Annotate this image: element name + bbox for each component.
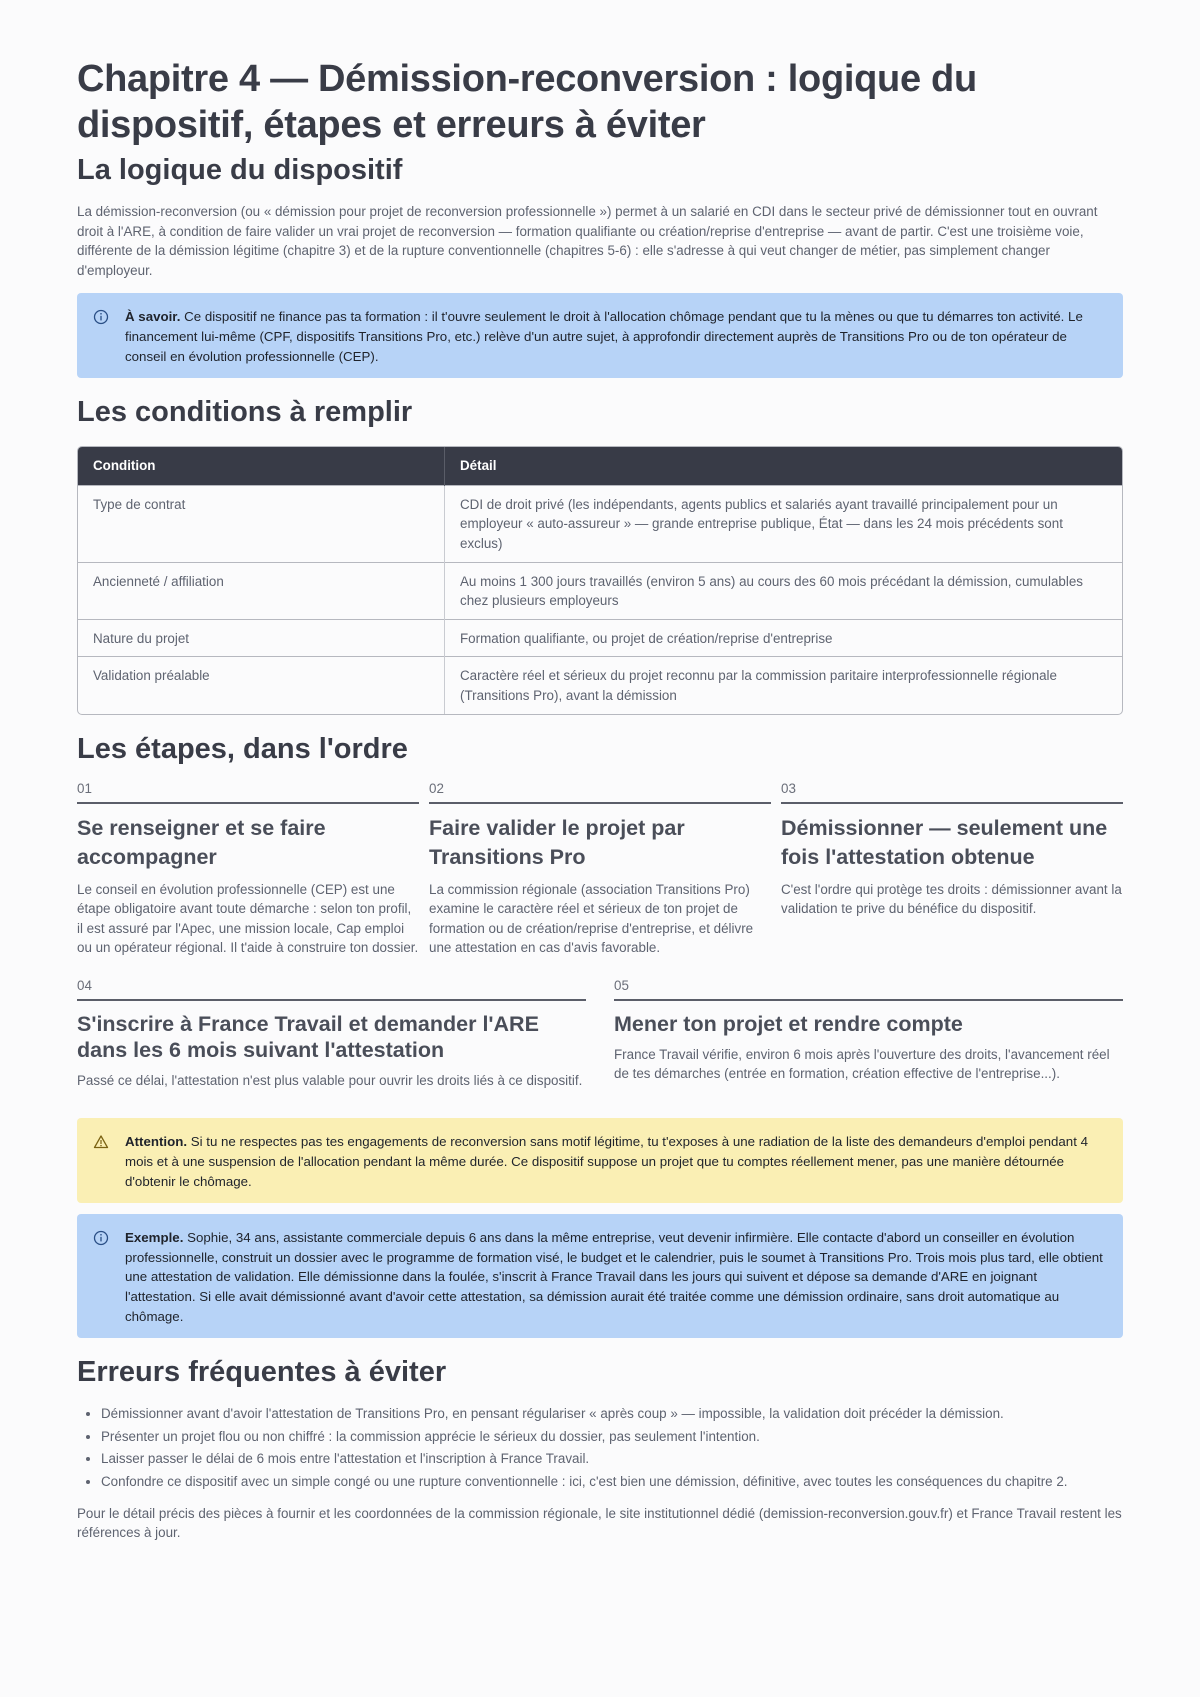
errors-list bbox=[77, 1404, 1123, 1491]
step-1 bbox=[77, 781, 419, 958]
warning-triangle-icon bbox=[93, 1132, 125, 1191]
table-cell-detail: CDI de droit privé (les indépendants, agents publics et salariés ayant travaillé principalement pour un employeur « auto-assureur » — grande entreprise publique, État — dans les 24 mois précédents sont exclus) bbox=[445, 485, 1123, 562]
step-number: 03 bbox=[781, 781, 1123, 804]
callout-warning-label: Attention. bbox=[125, 1134, 188, 1150]
steps-row-2 bbox=[77, 978, 1123, 1091]
step-3 bbox=[781, 781, 1123, 958]
list-item: • Confondre ce dispositif avec un simple congé ou une rupture conventionnelle : ici, c'est bien une démission, définitive, avec toutes les conséquences du chapitre 2. bbox=[101, 1472, 1123, 1492]
step-text: France Travail vérifie, environ 6 mois après l'ouverture des droits, l'avancement réel de tes démarches (entrée en formation, création effective de l'entreprise...). bbox=[614, 1046, 1110, 1082]
section-heading-steps: Les étapes, dans l'ordre bbox=[77, 732, 408, 765]
table-cell-detail: Au moins 1 300 jours travaillés (environ 5 ans) au cours des 60 mois précédant la démission, cumulables chez plusieurs employeurs bbox=[445, 562, 1123, 619]
table-header-detail: Détail bbox=[445, 447, 1123, 485]
info-circle-icon bbox=[93, 1228, 125, 1326]
step-title: Mener ton projet et rendre compte bbox=[614, 1011, 963, 1036]
step-title: Démissionner — seulement une fois l'attestation obtenue bbox=[781, 815, 1108, 869]
step-number: 02 bbox=[429, 781, 771, 804]
table-header-row bbox=[78, 447, 1122, 485]
list-item: • Laisser passer le délai de 6 mois entre l'attestation et l'inscription à France Travail. bbox=[101, 1449, 1123, 1469]
step-title: S'inscrire à France Travail et demander l'ARE dans les 6 mois suivant l'attestation bbox=[77, 1011, 539, 1062]
step-title: Se renseigner et se faire accompagner bbox=[77, 815, 326, 869]
step-text: Le conseil en évolution professionnelle (CEP) est une étape obligatoire avant toute démarche : selon ton profil, il est assuré par l'Apec, une mission locale, Cap emploi ou un opérateur régional. Il t'aide à construire ton dossier. bbox=[77, 881, 419, 956]
step-4 bbox=[77, 978, 586, 1091]
info-circle-icon bbox=[93, 307, 125, 366]
step-text: Passé ce délai, l'attestation n'est plus valable pour ouvrir les droits liés à ce dispositif. bbox=[77, 1072, 583, 1088]
table-row bbox=[78, 485, 1122, 562]
callout-know-text: À savoir. Ce dispositif ne finance pas ta formation : il t'ouvre seulement le droit à l'allocation chômage pendant que tu la mènes ou que tu démarres ton activité. Le financement lui-même (CPF, dispositifs Transitions Pro, etc.) relève d'un autre sujet, à approfondir directement auprès de Transitions Pro ou de ton opérateur de conseil en évolution professionnelle (CEP). bbox=[125, 309, 1083, 364]
section-heading-conditions: Les conditions à remplir bbox=[77, 396, 413, 429]
step-2 bbox=[429, 781, 771, 958]
table-cell-condition: Validation préalable bbox=[78, 657, 445, 714]
callout-know bbox=[77, 293, 1123, 378]
callout-example-text: Exemple. Sophie, 34 ans, assistante commerciale depuis 6 ans dans la même entreprise, veut devenir infirmière. Elle contacte d'abord un conseiller en évolution professionnelle, construit un dossier avec le programme de formation visé, le budget et le calendrier, puis le soumet à Transitions Pro. Trois mois plus tard, elle obtient une attestation de validation. Elle démissionne dans la foulée, s'inscrit à France Travail dans les jours qui suivent et dépose sa demande d'ARE en joignant l'attestation. Si elle avait démissionné avant d'avoir cette attestation, sa démission aurait été traitée comme une démission ordinaire, sans droit automatique au chômage. bbox=[125, 1230, 1103, 1324]
table-header-condition: Condition bbox=[78, 447, 445, 485]
callout-warning-text: Attention. Si tu ne respectes pas tes engagements de reconversion sans motif légitime, tu t'exposes à une radiation de la liste des demandeurs d'emploi pendant 4 mois et à une suspension de l'allocation pendant la même durée. Ce dispositif suppose un projet que tu comptes réellement mener, pas une manière détournée d'obtenir le chômage. bbox=[125, 1134, 1088, 1189]
table-row bbox=[78, 619, 1122, 657]
step-5 bbox=[614, 978, 1123, 1091]
section-heading-logic: La logique du dispositif bbox=[77, 154, 403, 186]
step-number: 01 bbox=[77, 781, 419, 804]
section-heading-errors: Erreurs fréquentes à éviter bbox=[77, 1356, 447, 1389]
step-number: 05 bbox=[614, 978, 1123, 1001]
step-text: La commission régionale (association Transitions Pro) examine le caractère réel et sérieux de ton projet de formation ou de création/reprise d'entreprise, et délivre une attestation en cas d'avis favorable. bbox=[429, 881, 754, 956]
step-title: Faire valider le projet par Transitions Pro bbox=[429, 815, 685, 869]
table-cell-detail: Formation qualifiante, ou projet de création/reprise d'entreprise bbox=[445, 619, 1123, 657]
callout-example-label: Exemple. bbox=[125, 1230, 184, 1246]
table-cell-condition: Ancienneté / affiliation bbox=[78, 562, 445, 619]
footer-paragraph: Pour le détail précis des pièces à fournir et les coordonnées de la commission régionale, le site institutionnel dédié (demission-reconversion.gouv.fr) et France Travail restent les références à jour. bbox=[77, 1505, 1122, 1541]
step-number: 04 bbox=[77, 978, 586, 1001]
step-text: C'est l'ordre qui protège tes droits : démissionner avant la validation te prive du bénéfice du dispositif. bbox=[781, 881, 1122, 917]
logic-paragraph: La démission-reconversion (ou « démission pour projet de reconversion professionnelle ») permet à un salarié en CDI dans le secteur privé de démissionner tout en ouvrant droit à l'ARE, à condition de faire valider un vrai projet de reconversion — formation qualifiante ou création/reprise d'entreprise — avant de partir. C'est une troisième voie, différente de la démission légitime (chapitre 3) et de la rupture conventionnelle (chapitres 5-6) : elle s'adresse à qui veut changer de métier, pas simplement changer d'employeur. bbox=[77, 204, 1098, 278]
page-title: Chapitre 4 — Démission-reconversion : logique du dispositif, étapes et erreurs à éviter bbox=[77, 58, 977, 146]
callout-example bbox=[77, 1214, 1123, 1338]
table-row bbox=[78, 657, 1122, 714]
list-item: • Démissionner avant d'avoir l'attestation de Transitions Pro, en pensant régulariser « après coup » — impossible, la validation doit précéder la démission. bbox=[101, 1404, 1123, 1424]
steps-row-1 bbox=[77, 781, 1123, 958]
callout-know-label: À savoir. bbox=[125, 309, 181, 325]
table-cell-condition: Nature du projet bbox=[78, 619, 445, 657]
table-cell-condition: Type de contrat bbox=[78, 485, 445, 562]
callout-warning bbox=[77, 1118, 1123, 1203]
conditions-table bbox=[77, 446, 1123, 714]
table-cell-detail: Caractère réel et sérieux du projet reconnu par la commission paritaire interprofessionnelle régionale (Transitions Pro), avant la démission bbox=[445, 657, 1123, 714]
table-row bbox=[78, 562, 1122, 619]
list-item: • Présenter un projet flou ou non chiffré : la commission apprécie le sérieux du dossier, pas seulement l'intention. bbox=[101, 1427, 1123, 1447]
